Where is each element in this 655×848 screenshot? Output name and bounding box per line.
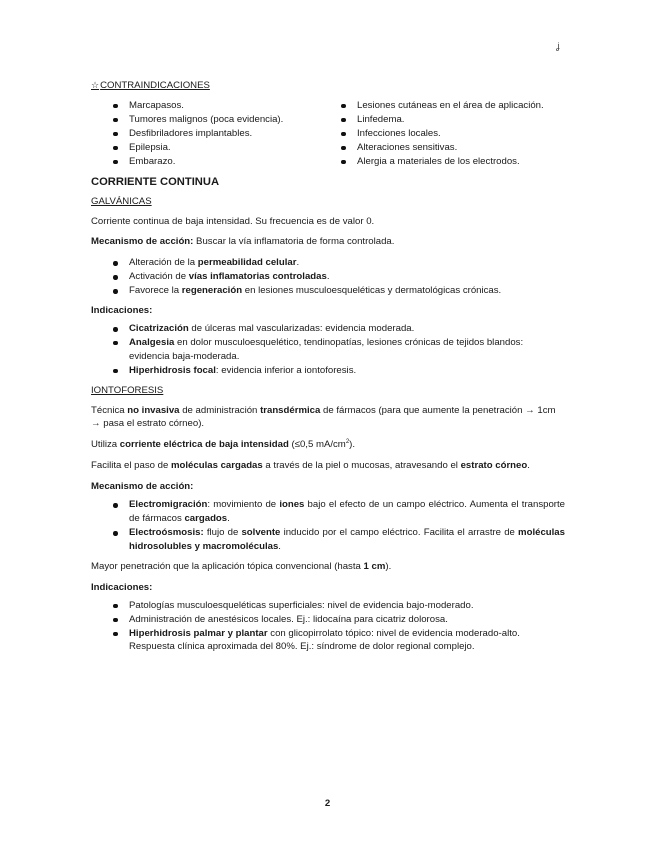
corriente-continua-title: CORRIENTE CONTINUA [91,176,220,189]
list-item: Alteraciones sensitivas. [335,141,565,155]
list-item: Embarazo. [91,155,321,169]
iontoforesis-indicaciones-list [91,599,565,655]
list-item: Analgesia en dolor musculoesquelético, tendinopatías, lesiones crónicas de tejidos blandos: evidencia baja-moderada. [91,336,565,364]
galvanicas-intro: Corriente continua de baja intensidad. Su frecuencia es de valor 0. [91,215,375,227]
list-item: Hiperhidrosis focal: evidencia inferior a iontoforesis. [91,364,565,378]
list-item: Epilepsia. [91,141,321,155]
iontoforesis-mecanismo-label: Mecanismo de acción: [91,481,194,493]
star-icon: ☆ [91,80,100,90]
contraindicaciones-right-column [335,99,565,169]
iontoforesis-paragraph-2: Utiliza corriente eléctrica de baja intensidad (≤0,5 $mA/cm^2$). [91,439,356,451]
list-item: Alteración de la permeabilidad celular. [91,256,565,270]
galvanicas-heading: GALVÁNICAS [91,195,152,207]
iontoforesis-heading: IONTOFORESIS [91,384,164,396]
list-item: Activación de vías inflamatorias controladas. [91,270,565,284]
list-item: Cicatrización de úlceras mal vascularizadas: evidencia moderada. [91,322,565,336]
galvanicas-indicaciones-list [91,322,565,378]
list-item: Hiperhidrosis palmar y plantar con glicopirrolato tópico: nivel de evidencia moderado-alto. Respuesta clínica aproximada del 80%. Ej.: síndrome de dolor regional complejo. [91,627,565,655]
list-item: Lesiones cutáneas en el área de aplicación. [335,99,565,113]
iontoforesis-paragraph-1: Técnica no invasiva de administración transdérmica de fármacos (para que aumente la penetración → 1cm → pasa el estrato córneo). [91,404,556,430]
list-item: Electromigración: movimiento de iones bajo el efecto de un campo eléctrico. Aumenta el transporte de fármacos cargados. [91,498,565,526]
list-item: Administración de anestésicos locales. Ej.: lidocaína para cicatriz dolorosa. [91,613,565,627]
list-item: Alergia a materiales de los electrodos. [335,155,565,169]
contraindicaciones-heading: ☆CONTRAINDICACIONES [91,80,210,91]
iontoforesis-mecanismo-list [91,498,565,554]
page-content [91,79,565,660]
contraindicaciones-left-list [91,99,321,169]
list-item: Electroósmosis: flujo de solvente inducido por el campo eléctrico. Facilita el arrastre de moléculas hidrosolubles y macromoléculas. [91,526,565,554]
contraindicaciones-left-column [91,99,335,169]
list-item: Patologías musculoesqueléticas superficiales: nivel de evidencia bajo-moderado. [91,599,565,613]
contraindicaciones-right-list [335,99,565,169]
galvanicas-mecanismo: Mecanismo de acción: Buscar la vía inflamatoria de forma controlada. [91,236,395,248]
list-item: Infecciones locales. [335,127,565,141]
iontoforesis-indicaciones-label: Indicaciones: [91,581,153,593]
galvanicas-indicaciones-label: Indicaciones: [91,305,153,317]
iontoforesis-paragraph-3: Facilita el paso de moléculas cargadas a través de la piel o mucosas, atravesando el estrato córneo. [91,460,530,472]
corner-mark: ʝ [556,41,560,51]
page-number: 2 [324,798,331,809]
galvanicas-mecanismo-list [91,256,565,298]
contraindicaciones-columns [91,99,565,169]
list-item: Favorece la regeneración en lesiones musculoesqueléticas y dermatológicas crónicas. [91,284,565,298]
iontoforesis-paragraph-4: Mayor penetración que la aplicación tópica convencional (hasta 1 cm). [91,560,392,572]
list-item: Marcapasos. [91,99,321,113]
list-item: Tumores malignos (poca evidencia). [91,113,321,127]
list-item: Desfibriladores implantables. [91,127,321,141]
list-item: Linfedema. [335,113,565,127]
